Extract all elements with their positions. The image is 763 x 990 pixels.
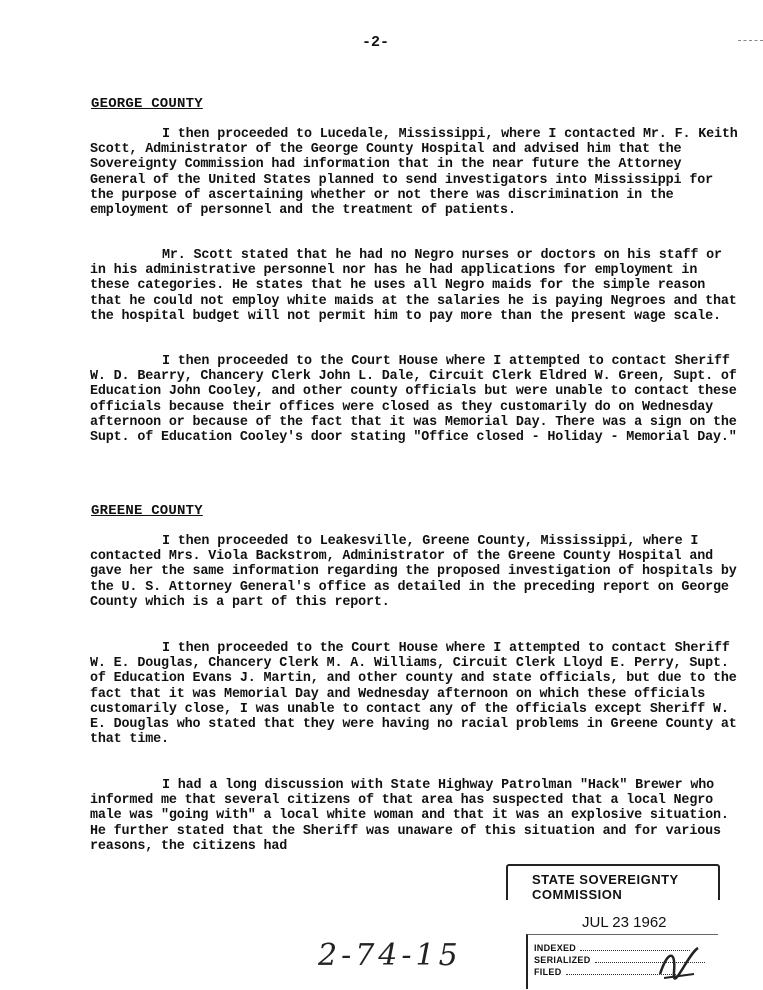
stamp-field-indexed: INDEXED [534, 943, 690, 953]
george-paragraph-1: I then proceeded to Lucedale, Mississippi, where I contacted Mr. F. Keith Scott, Administrator of the George County Hospital and advised him that the Sovereignty Commission had information that in the near future the Attorney General of the United States planned to send investigators into Mississippi for the purpose of ascertaining whether or not there was discrimination in the employment of personnel and the treatment of patients. [90, 127, 738, 219]
greene-county-heading: GREENE COUNTY [91, 503, 203, 519]
stamp-title: STATE SOVEREIGNTY COMMISSION [532, 872, 679, 902]
handwritten-file-number: 2-74-15 [318, 938, 462, 973]
greene-paragraph-2: I then proceeded to the Court House where I attempted to contact Sheriff W. E. Douglas, Chancery Clerk M. A. Williams, Circuit Clerk Lloyd E. Perry, Supt. of Education Evans J. Martin, and other county and state officials, but due to the fact that it was Memorial Day and Wednesday afternoon on which these officials customarily close, I was unable to contact any of the officials except Sheriff W. E. Douglas who stated that they were having no racial problems in Greene County at that time. [90, 641, 737, 748]
stamp-field-filed: FILED [534, 967, 676, 977]
stamp-date: JUL 23 1962 [582, 914, 667, 931]
george-paragraph-3: I then proceeded to the Court House where I attempted to contact Sheriff W. D. Bearry, Chancery Clerk John L. Dale, Circuit Clerk Eldred W. Green, Supt. of Education John Cooley, and other county officials but were unable to contact these officials because their offices were closed as they customarily do on Wednesday afternoon or because of the fact that it was Memorial Day. There was a sign on the Supt. of Education Cooley's door stating "Office closed - Holiday - Memorial Day." [90, 354, 737, 446]
george-county-heading: GEORGE COUNTY [91, 96, 203, 112]
edge-mark [738, 0, 763, 41]
greene-paragraph-3: I had a long discussion with State Highway Patrolman "Hack" Brewer who informed me that several citizens of that area has suspected that a local Negro male was "going with" a local white woman and that it was an explosive situation. He further stated that the Sheriff was unaware of this situation and for various reasons, the citizens had [90, 778, 729, 854]
george-paragraph-2: Mr. Scott stated that he had no Negro nurses or doctors on his staff or in his administrative personnel nor has he had applications for employment in these categories. He states that he uses all Negro maids for the simple reason that he could not employ white maids at the salaries he is paying Negroes and that the hospital budget will not permit him to pay more than the present wage scale. [90, 248, 737, 324]
handwritten-initials-icon [654, 944, 704, 984]
stamp-field-serialized: SERIALIZED [534, 955, 705, 965]
page-number: -2- [362, 34, 390, 51]
greene-paragraph-1: I then proceeded to Leakesville, Greene County, Mississippi, where I contacted Mrs. Viola Backstrom, Administrator of the Greene County Hospital and gave her the same information regarding the proposed investigation of hospitals by the U. S. Attorney General's office as detailed in the preceding report on George County which is a part of this report. [90, 534, 737, 610]
